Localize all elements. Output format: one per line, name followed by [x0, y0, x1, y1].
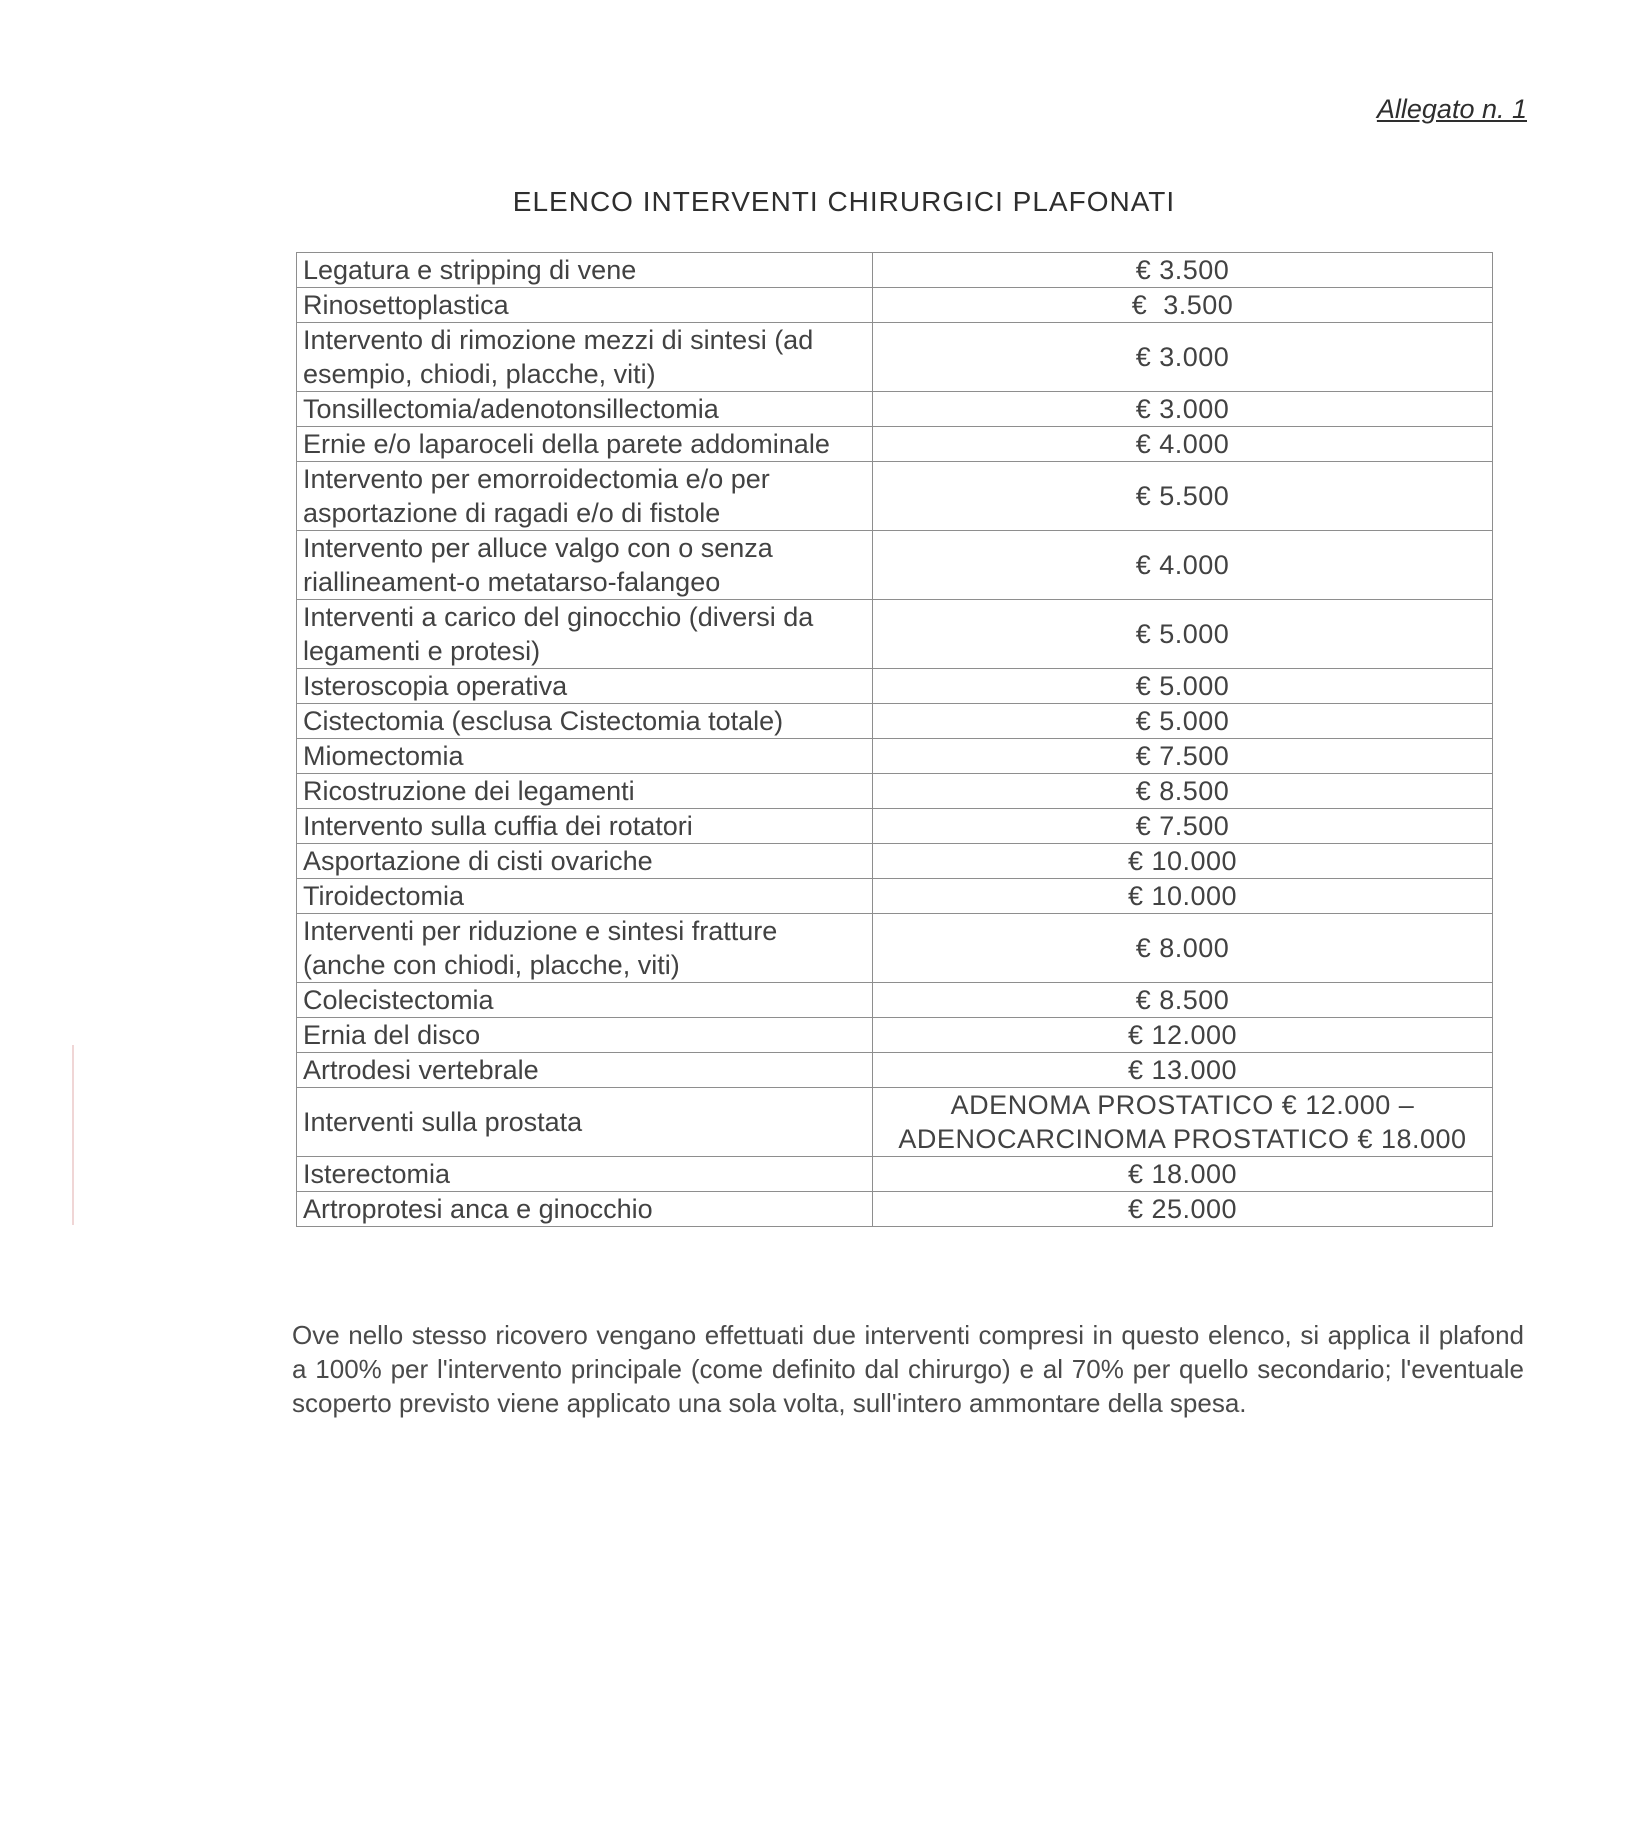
procedure-cell: Tiroidectomia	[297, 879, 873, 914]
amount-cell: € 10.000	[873, 844, 1493, 879]
table-row	[297, 809, 1493, 844]
procedure-cell: Ernie e/o laparoceli della parete addominale	[297, 427, 873, 462]
procedure-cell: Ricostruzione dei legamenti	[297, 774, 873, 809]
amount-cell: ADENOMA PROSTATICO € 12.000 – ADENOCARCINOMA PROSTATICO € 18.000	[873, 1088, 1493, 1157]
procedure-cell: Cistectomia (esclusa Cistectomia totale)	[297, 704, 873, 739]
table-row	[297, 669, 1493, 704]
procedure-cell: Colecistectomia	[297, 983, 873, 1018]
procedure-cell: Isterectomia	[297, 1157, 873, 1192]
amount-cell: € 13.000	[873, 1053, 1493, 1088]
procedure-cell: Tonsillectomia/adenotonsillectomia	[297, 392, 873, 427]
amount-cell: € 8.000	[873, 914, 1493, 983]
table-row	[297, 462, 1493, 531]
amount-cell: € 3.000	[873, 323, 1493, 392]
table-row	[297, 739, 1493, 774]
procedure-cell: Interventi a carico del ginocchio (diversi da legamenti e protesi)	[297, 600, 873, 669]
procedure-cell: Asportazione di cisti ovariche	[297, 844, 873, 879]
table-row	[297, 844, 1493, 879]
procedure-cell: Intervento per alluce valgo con o senza riallineament-o metatarso-falangeo	[297, 531, 873, 600]
table-row	[297, 879, 1493, 914]
table-row	[297, 914, 1493, 983]
amount-cell: € 7.500	[873, 809, 1493, 844]
table-row	[297, 392, 1493, 427]
amount-cell: € 3.500	[873, 288, 1493, 323]
procedure-cell: Rinosettoplastica	[297, 288, 873, 323]
procedure-cell: Ernia del disco	[297, 1018, 873, 1053]
procedure-cell: Isteroscopia operativa	[297, 669, 873, 704]
table-row	[297, 531, 1493, 600]
table-row	[297, 1018, 1493, 1053]
procedure-cell: Artroprotesi anca e ginocchio	[297, 1192, 873, 1227]
table-row	[297, 253, 1493, 288]
amount-cell: € 3.500	[873, 253, 1493, 288]
procedure-cell: Legatura e stripping di vene	[297, 253, 873, 288]
table-row	[297, 983, 1493, 1018]
amount-cell: € 25.000	[873, 1192, 1493, 1227]
amount-cell: € 5.000	[873, 669, 1493, 704]
procedure-cell: Interventi sulla prostata	[297, 1088, 873, 1157]
amount-cell: € 10.000	[873, 879, 1493, 914]
attachment-label: Allegato n. 1	[1376, 94, 1527, 124]
procedure-cell: Miomectomia	[297, 739, 873, 774]
table-row	[297, 600, 1493, 669]
footnote: Ove nello stesso ricovero vengano effettuati due interventi compresi in questo elenco, si applica il plafond a 100% per l'intervento principale (come definito dal chirurgo) e al 70% per quello secondario; l'eventuale scoperto previsto viene applicato una sola volta, sull'intero ammontare della spesa.	[292, 1320, 1524, 1418]
amount-cell: € 8.500	[873, 774, 1493, 809]
table-row	[297, 288, 1493, 323]
procedure-cell: Interventi per riduzione e sintesi fratture (anche con chiodi, placche, viti)	[297, 914, 873, 983]
amount-cell: € 4.000	[873, 427, 1493, 462]
amount-cell: € 18.000	[873, 1157, 1493, 1192]
amount-cell: € 8.500	[873, 983, 1493, 1018]
amount-cell: € 5.000	[873, 704, 1493, 739]
table-row	[297, 774, 1493, 809]
table-row	[297, 1088, 1493, 1157]
table-row	[297, 704, 1493, 739]
procedure-cell: Artrodesi vertebrale	[297, 1053, 873, 1088]
procedure-cell: Intervento sulla cuffia dei rotatori	[297, 809, 873, 844]
amount-cell: € 12.000	[873, 1018, 1493, 1053]
amount-cell: € 7.500	[873, 739, 1493, 774]
procedures-table	[296, 252, 1493, 1227]
table-row	[297, 1157, 1493, 1192]
document-title: ELENCO INTERVENTI CHIRURGICI PLAFONATI	[512, 186, 1176, 217]
amount-cell: € 4.000	[873, 531, 1493, 600]
procedures-table-body	[297, 253, 1493, 1227]
procedure-cell: Intervento di rimozione mezzi di sintesi (ad esempio, chiodi, placche, viti)	[297, 323, 873, 392]
procedure-cell: Intervento per emorroidectomia e/o per asportazione di ragadi e/o di fistole	[297, 462, 873, 531]
amount-cell: € 3.000	[873, 392, 1493, 427]
table-row	[297, 427, 1493, 462]
table-row	[297, 1053, 1493, 1088]
amount-cell: € 5.000	[873, 600, 1493, 669]
amount-cell: € 5.500	[873, 462, 1493, 531]
table-row	[297, 1192, 1493, 1227]
table-row	[297, 323, 1493, 392]
margin-mark	[72, 1045, 74, 1225]
